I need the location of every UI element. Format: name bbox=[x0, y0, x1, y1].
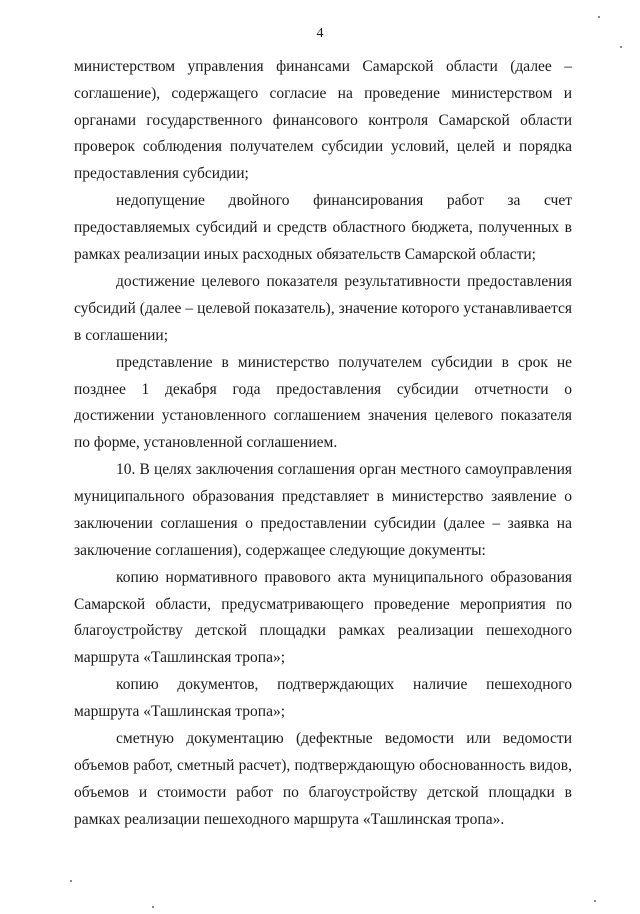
scan-speck bbox=[70, 880, 72, 882]
paragraph-continuation: министерством управления финансами Самарской области (далее – соглашение), содержащего согласие на проведение министерством и органами государственного финансового контроля Самарской области проверок соблюдения получателем субсидии условий, целей и порядка предоставления субсидии; bbox=[74, 58, 572, 183]
paragraph-item-10: 10. В целях заключения соглашения орган местного самоуправления муниципального образования представляет в министерство заявление о заключении соглашения о предоставлении субсидии (далее – заявка на заключение соглашения), содержащее следующие документы: bbox=[74, 461, 572, 559]
paragraph-no-double-funding: недопущение двойного финансирования работ за счет предоставляемых субсидий и средств областного бюджета, полученных в рамках реализации иных расходных обязательств Самарской области; bbox=[74, 192, 572, 263]
paragraph-target-indicator: достижение целевого показателя результативности предоставления субсидий (далее – целевой показатель), значение которого устанавливается в соглашении; bbox=[74, 273, 572, 344]
page-number: 4 bbox=[316, 26, 324, 41]
scan-speck bbox=[152, 906, 154, 908]
scan-speck bbox=[598, 16, 600, 18]
scan-speck bbox=[620, 46, 622, 48]
paragraph-estimate-docs: сметную документацию (дефектные ведомости или ведомости объемов работ, сметный расчет), подтверждающую обоснованность видов, объемов и стоимости работ по благоустройству детской площадки в рамках реализации пешеходного маршрута «Ташлинская тропа». bbox=[74, 730, 572, 828]
paragraph-route-documents: копию документов, подтверждающих наличие пешеходного маршрута «Ташлинская тропа»; bbox=[74, 676, 572, 721]
paragraph-reporting: представление в министерство получателем субсидии в срок не позднее 1 декабря года предоставления субсидии отчетности о достижении установленного соглашением значения целевого показателя по форме, установленной соглашением. bbox=[74, 353, 572, 452]
paragraph-normative-act-copy: копию нормативного правового акта муниципального образования Самарской области, предусматривающего проведение мероприятия по благоустройству детской площадки рамках реализации пешеходного маршрута «Ташлинская тропа»; bbox=[74, 568, 572, 667]
scan-speck bbox=[594, 900, 596, 902]
document-body bbox=[74, 54, 572, 834]
